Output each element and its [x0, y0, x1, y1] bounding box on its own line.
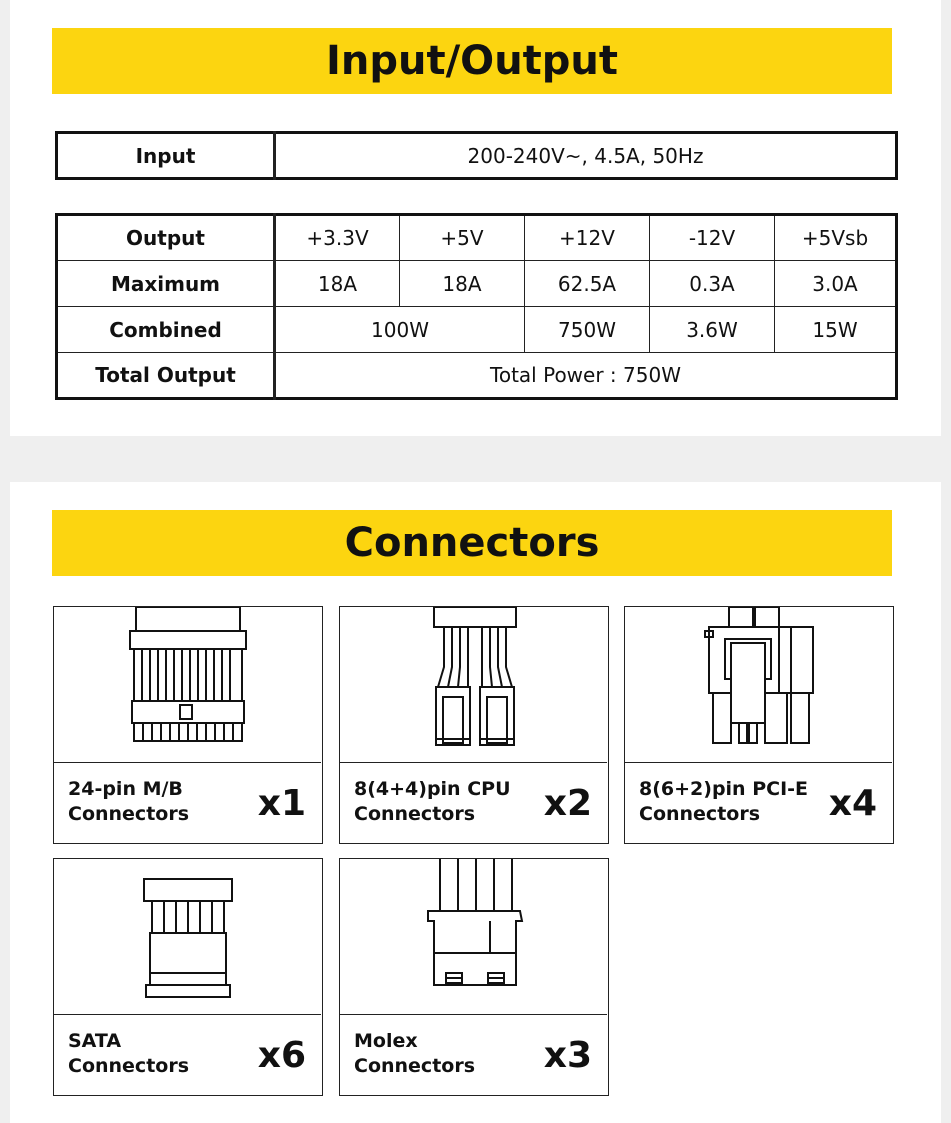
- connectors-section: [10, 482, 941, 1123]
- total-cell: Total Power : 750W: [275, 353, 897, 399]
- connector-card-24pin: [53, 606, 323, 844]
- connector-name: 8(6+2)pin PCI-E: [639, 778, 809, 800]
- connector-quantity: x6: [257, 1035, 306, 1076]
- maximum-cell: 18A: [400, 261, 525, 307]
- io-section: [10, 0, 941, 436]
- connector-type: Connectors: [354, 803, 476, 825]
- connector-type: Connectors: [639, 803, 761, 825]
- connector-card-pcie: [624, 606, 894, 844]
- connectors-title: Connectors: [344, 520, 600, 566]
- connector-quantity: x2: [543, 783, 592, 824]
- connector-type: Connectors: [354, 1055, 476, 1077]
- maximum-cell: 3.0A: [775, 261, 897, 307]
- total-row: [57, 353, 897, 399]
- connector-quantity: x3: [543, 1035, 592, 1076]
- combined-cell: 3.6W: [650, 307, 775, 353]
- connector-quantity: x4: [828, 783, 877, 824]
- combined-cell: 750W: [525, 307, 650, 353]
- maximum-row: [57, 261, 897, 307]
- connector-label: [68, 777, 248, 827]
- io-title-banner: [52, 28, 892, 94]
- rail-cell: -12V: [650, 215, 775, 261]
- input-value: 200-240V~, 4.5A, 50Hz: [275, 133, 897, 179]
- connector-name: Molex: [354, 1030, 418, 1052]
- connector-label: [354, 1029, 534, 1079]
- output-table: [55, 213, 898, 400]
- connector-card-sata: [53, 858, 323, 1096]
- output-header-row: [57, 215, 897, 261]
- maximum-label: Maximum: [57, 261, 275, 307]
- connector-name: 8(4+4)pin CPU: [354, 778, 511, 800]
- sata-connector-icon: [54, 859, 321, 1015]
- connector-card-cpu: [339, 606, 609, 844]
- maximum-cell: 18A: [275, 261, 400, 307]
- maximum-cell: 62.5A: [525, 261, 650, 307]
- connector-name: 24-pin M/B: [68, 778, 183, 800]
- atx-24pin-connector-icon: [54, 607, 321, 763]
- connector-label: [68, 1029, 248, 1079]
- input-label: Input: [57, 133, 275, 179]
- total-label: Total Output: [57, 353, 275, 399]
- io-title: Input/Output: [325, 38, 619, 84]
- output-label: Output: [57, 215, 275, 261]
- combined-cell: 15W: [775, 307, 897, 353]
- pcie-8pin-connector-icon: [625, 607, 892, 763]
- connector-type: Connectors: [68, 803, 190, 825]
- connector-name: SATA: [68, 1030, 122, 1052]
- input-table: [55, 131, 898, 180]
- combined-cell: 100W: [275, 307, 525, 353]
- input-row: [57, 133, 897, 179]
- molex-connector-icon: [340, 859, 607, 1015]
- rail-cell: +5V: [400, 215, 525, 261]
- connector-quantity: x1: [257, 783, 306, 824]
- rail-cell: +5Vsb: [775, 215, 897, 261]
- connector-card-molex: [339, 858, 609, 1096]
- connector-label: [639, 777, 819, 827]
- connector-label: [354, 777, 534, 827]
- connector-type: Connectors: [68, 1055, 190, 1077]
- combined-row: [57, 307, 897, 353]
- rail-cell: +3.3V: [275, 215, 400, 261]
- combined-label: Combined: [57, 307, 275, 353]
- connectors-title-banner: [52, 510, 892, 576]
- maximum-cell: 0.3A: [650, 261, 775, 307]
- cpu-8pin-connector-icon: [340, 607, 607, 763]
- rail-cell: +12V: [525, 215, 650, 261]
